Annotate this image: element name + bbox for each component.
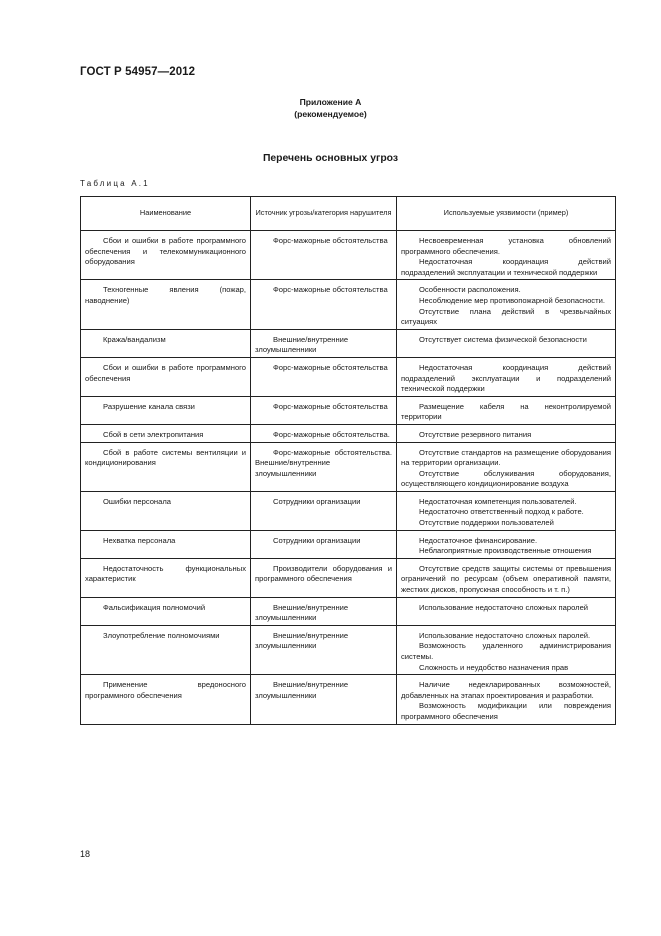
threat-name-cell: Ошибки персонала (81, 491, 251, 530)
threat-name-cell: Сбой в сети электропитания (81, 424, 251, 442)
vulnerability-item: Отсутствие резервного питания (419, 429, 532, 439)
vulnerability-item: Отсутствие поддержки пользователей (419, 518, 554, 528)
table-row (81, 280, 616, 329)
vulnerability-item: Использование недостаточно сложных паролей. (419, 630, 591, 640)
threat-source-cell: Производители оборудования и программного обеспечения (251, 558, 397, 597)
table-row (81, 231, 616, 280)
table-header-row (81, 197, 616, 231)
vulnerability-item: Неблагоприятные производственные отношения (419, 546, 592, 556)
vulnerability-item: Наличие недекларированных возможностей, добавленных на этапах проектирования и разработки. (401, 680, 611, 700)
table-row (81, 558, 616, 597)
threat-name-cell: Техногенные явления (пожар, наводнение) (81, 280, 251, 329)
threats-table (80, 196, 616, 725)
table-body (81, 231, 616, 725)
vulnerability-item: Несоблюдение мер противопожарной безопасности. (419, 295, 605, 305)
vulnerability-item: Несвоевременная установка обновлений программного обеспечения. (401, 236, 611, 256)
threat-name-cell: Сбой в работе системы вентиляции и кондиционирования (81, 442, 251, 491)
table-row (81, 625, 616, 674)
vulnerabilities-cell (397, 530, 616, 558)
vulnerabilities-cell (397, 329, 616, 357)
threat-source-cell: Форс-мажорные обстоятельства (251, 231, 397, 280)
vulnerability-item: Сложность и неудобство назначения прав (419, 662, 569, 672)
threat-name-cell: Сбои и ошибки в работе программного обеспечения и телекоммуникационного оборудования (81, 231, 251, 280)
appendix-status: (рекомендуемое) (294, 109, 367, 119)
vulnerability-item: Отсутствие средств защиты системы от превышения ограничений по ресурсам (объем оперативной памяти, жестких дисков, пропускная способность и т. п.) (401, 563, 611, 595)
threat-name-cell: Нехватка персонала (81, 530, 251, 558)
vulnerabilities-cell (397, 597, 616, 625)
threat-source-cell: Внешние/внутренние злоумышленники (251, 329, 397, 357)
column-header-name: Наименование (81, 197, 251, 231)
vulnerability-item: Отсутствие плана действий в чрезвычайных ситуациях (401, 306, 611, 327)
page-number: 18 (80, 849, 91, 859)
threat-name-cell: Злоупотребление полномочиями (81, 625, 251, 674)
table-row (81, 442, 616, 491)
threat-name-cell: Кража/вандализм (81, 329, 251, 357)
vulnerabilities-cell (397, 424, 616, 442)
vulnerability-item: Недостаточное финансирование. (419, 535, 538, 545)
vulnerability-item: Недостаточная координация действий подразделений эксплуатации и технической поддержки (401, 257, 611, 277)
table-row (81, 329, 616, 357)
vulnerability-item: Недостаточная координация действий подразделений эксплуатации и подразделений технической поддержки (401, 362, 611, 394)
vulnerabilities-cell (397, 675, 616, 724)
vulnerabilities-cell (397, 280, 616, 329)
vulnerability-item: Отсутствует система физической безопасности (419, 334, 587, 344)
table-row (81, 424, 616, 442)
threat-source-cell: Форс-мажорные обстоятельства. Внешние/внутренние злоумышленники (251, 442, 397, 491)
threat-name-cell: Разрушение канала связи (81, 396, 251, 424)
threat-name-cell: Фальсификация полномочий (81, 597, 251, 625)
vulnerabilities-cell (397, 625, 616, 674)
table-caption: Таблица А.1 (80, 179, 150, 188)
threat-source-cell: Форс-мажорные обстоятельства (251, 396, 397, 424)
table-row (81, 530, 616, 558)
table-row (81, 597, 616, 625)
vulnerability-item: Размещение кабеля на неконтролируемой территории (401, 401, 611, 422)
vulnerability-item: Возможность удаленного администрирования системы. (401, 641, 611, 661)
threat-source-cell: Внешние/внутренние злоумышленники (251, 675, 397, 724)
vulnerability-item: Отсутствие обслуживания оборудования, осуществляющего кондиционирование воздуха (401, 468, 611, 489)
table-row (81, 396, 616, 424)
vulnerabilities-cell (397, 558, 616, 597)
vulnerability-item: Недостаточно ответственный подход к работе. (419, 507, 584, 517)
vulnerabilities-cell (397, 442, 616, 491)
threat-name-cell: Недостаточность функциональных характеристик (81, 558, 251, 597)
vulnerability-item: Недостаточная компетенция пользователей. (419, 496, 577, 506)
threat-source-cell: Внешние/внутренние злоумышленники (251, 625, 397, 674)
document-header: ГОСТ Р 54957—2012 (80, 66, 196, 78)
appendix-heading (0, 96, 661, 120)
threat-name-cell: Сбои и ошибки в работе программного обеспечения (81, 357, 251, 396)
vulnerability-item: Отсутствие стандартов на размещение оборудования на территории организации. (401, 447, 611, 468)
vulnerabilities-cell (397, 357, 616, 396)
appendix-label: Приложение А (299, 97, 362, 107)
threat-source-cell: Форс-мажорные обстоятельства (251, 280, 397, 329)
threat-source-cell: Сотрудники организации (251, 530, 397, 558)
threat-source-cell: Форс-мажорные обстоятельства (251, 357, 397, 396)
column-header-source: Источник угрозы/категория нарушителя (251, 197, 397, 231)
vulnerabilities-cell (397, 396, 616, 424)
table-row (81, 357, 616, 396)
vulnerability-item: Использование недостаточно сложных паролей (419, 602, 589, 612)
vulnerabilities-cell (397, 231, 616, 280)
vulnerabilities-cell (397, 491, 616, 530)
document-title: Перечень основных угроз (262, 153, 399, 164)
threat-source-cell: Внешние/внутренние злоумышленники (251, 597, 397, 625)
column-header-vulnerabilities: Используемые уязвимости (пример) (397, 197, 616, 231)
threat-source-cell: Форс-мажорные обстоятельства. (251, 424, 397, 442)
threat-source-cell: Сотрудники организации (251, 491, 397, 530)
vulnerability-item: Особенности расположения. (419, 285, 521, 295)
table-row (81, 491, 616, 530)
threat-name-cell: Применение вредоносного программного обеспечения (81, 675, 251, 724)
vulnerability-item: Возможность модификации или повреждения программного обеспечения (401, 701, 611, 721)
table-row (81, 675, 616, 724)
